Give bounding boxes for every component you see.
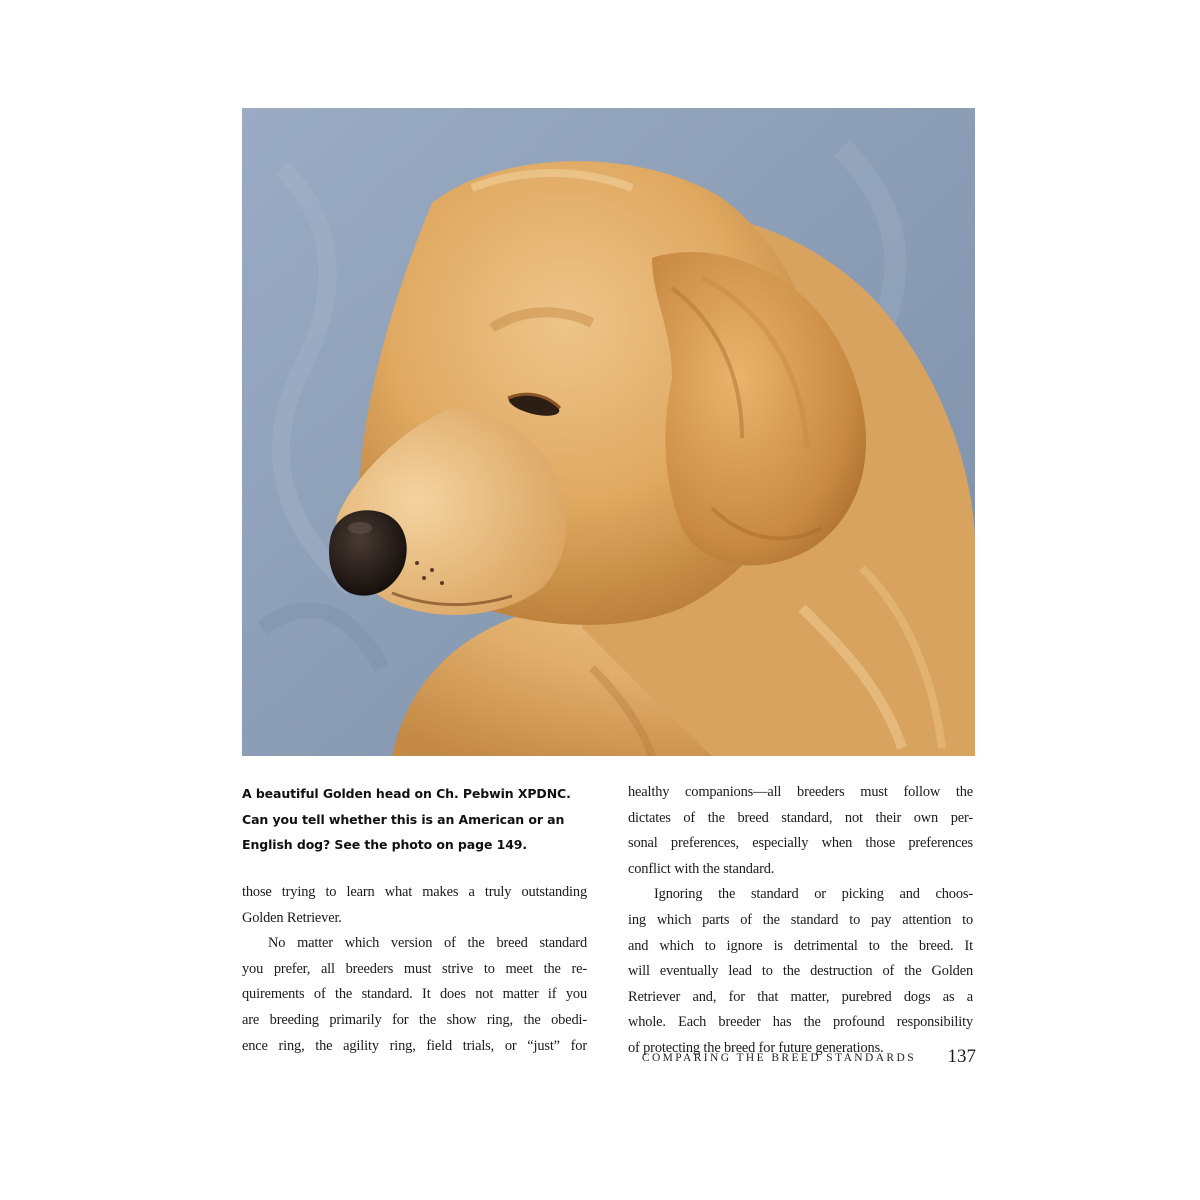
body-text-line: ence ring, the agility ring, field trials, or “just” for — [242, 1037, 587, 1054]
running-head: COMPARING THE BREED STANDARDS — [641, 1052, 916, 1064]
body-text-left-column — [242, 880, 587, 1059]
body-text-line: quirements of the standard. It does not matter if you — [242, 986, 587, 1003]
body-text-line: whole. Each breeder has the profound responsibility — [628, 1014, 973, 1031]
body-text-line: ing which parts of the standard to pay attention to — [628, 911, 973, 928]
body-text-line: of protecting the breed for future generations. — [628, 1039, 884, 1056]
body-text-right-column — [628, 780, 973, 1062]
body-text-line: Ignoring the standard or picking and choos- — [654, 886, 973, 903]
body-text-line: Golden Retriever. — [242, 909, 342, 926]
body-text-line: you prefer, all breeders must strive to meet the re- — [242, 960, 587, 977]
body-text-line: and which to ignore is detrimental to the breed. It — [628, 937, 973, 954]
photo-caption — [242, 781, 612, 858]
body-text-line: No matter which version of the breed standard — [268, 935, 587, 952]
body-text-line: conflict with the standard. — [628, 860, 775, 877]
body-text-line: healthy companions—all breeders must follow the — [628, 784, 973, 800]
body-text-line: are breeding primarily for the show ring, the obedi- — [242, 1011, 587, 1028]
page-number: 137 — [947, 1046, 976, 1067]
golden-retriever-photo — [242, 108, 975, 756]
body-text-line: will eventually lead to the destruction of the Golden — [628, 963, 973, 980]
body-text-line: dictates of the breed standard, not their own per- — [628, 809, 973, 826]
body-text-line: Retriever and, for that matter, purebred dogs as a — [628, 988, 973, 1005]
caption-line: Can you tell whether this is an American or an — [242, 811, 565, 827]
caption-line: A beautiful Golden head on Ch. Pebwin XPDNC. — [242, 786, 571, 801]
body-text-line: sonal preferences, especially when those preferences — [628, 835, 973, 852]
caption-line: English dog? See the photo on page 149. — [242, 837, 528, 852]
body-text-line: those trying to learn what makes a truly outstanding — [242, 884, 587, 900]
